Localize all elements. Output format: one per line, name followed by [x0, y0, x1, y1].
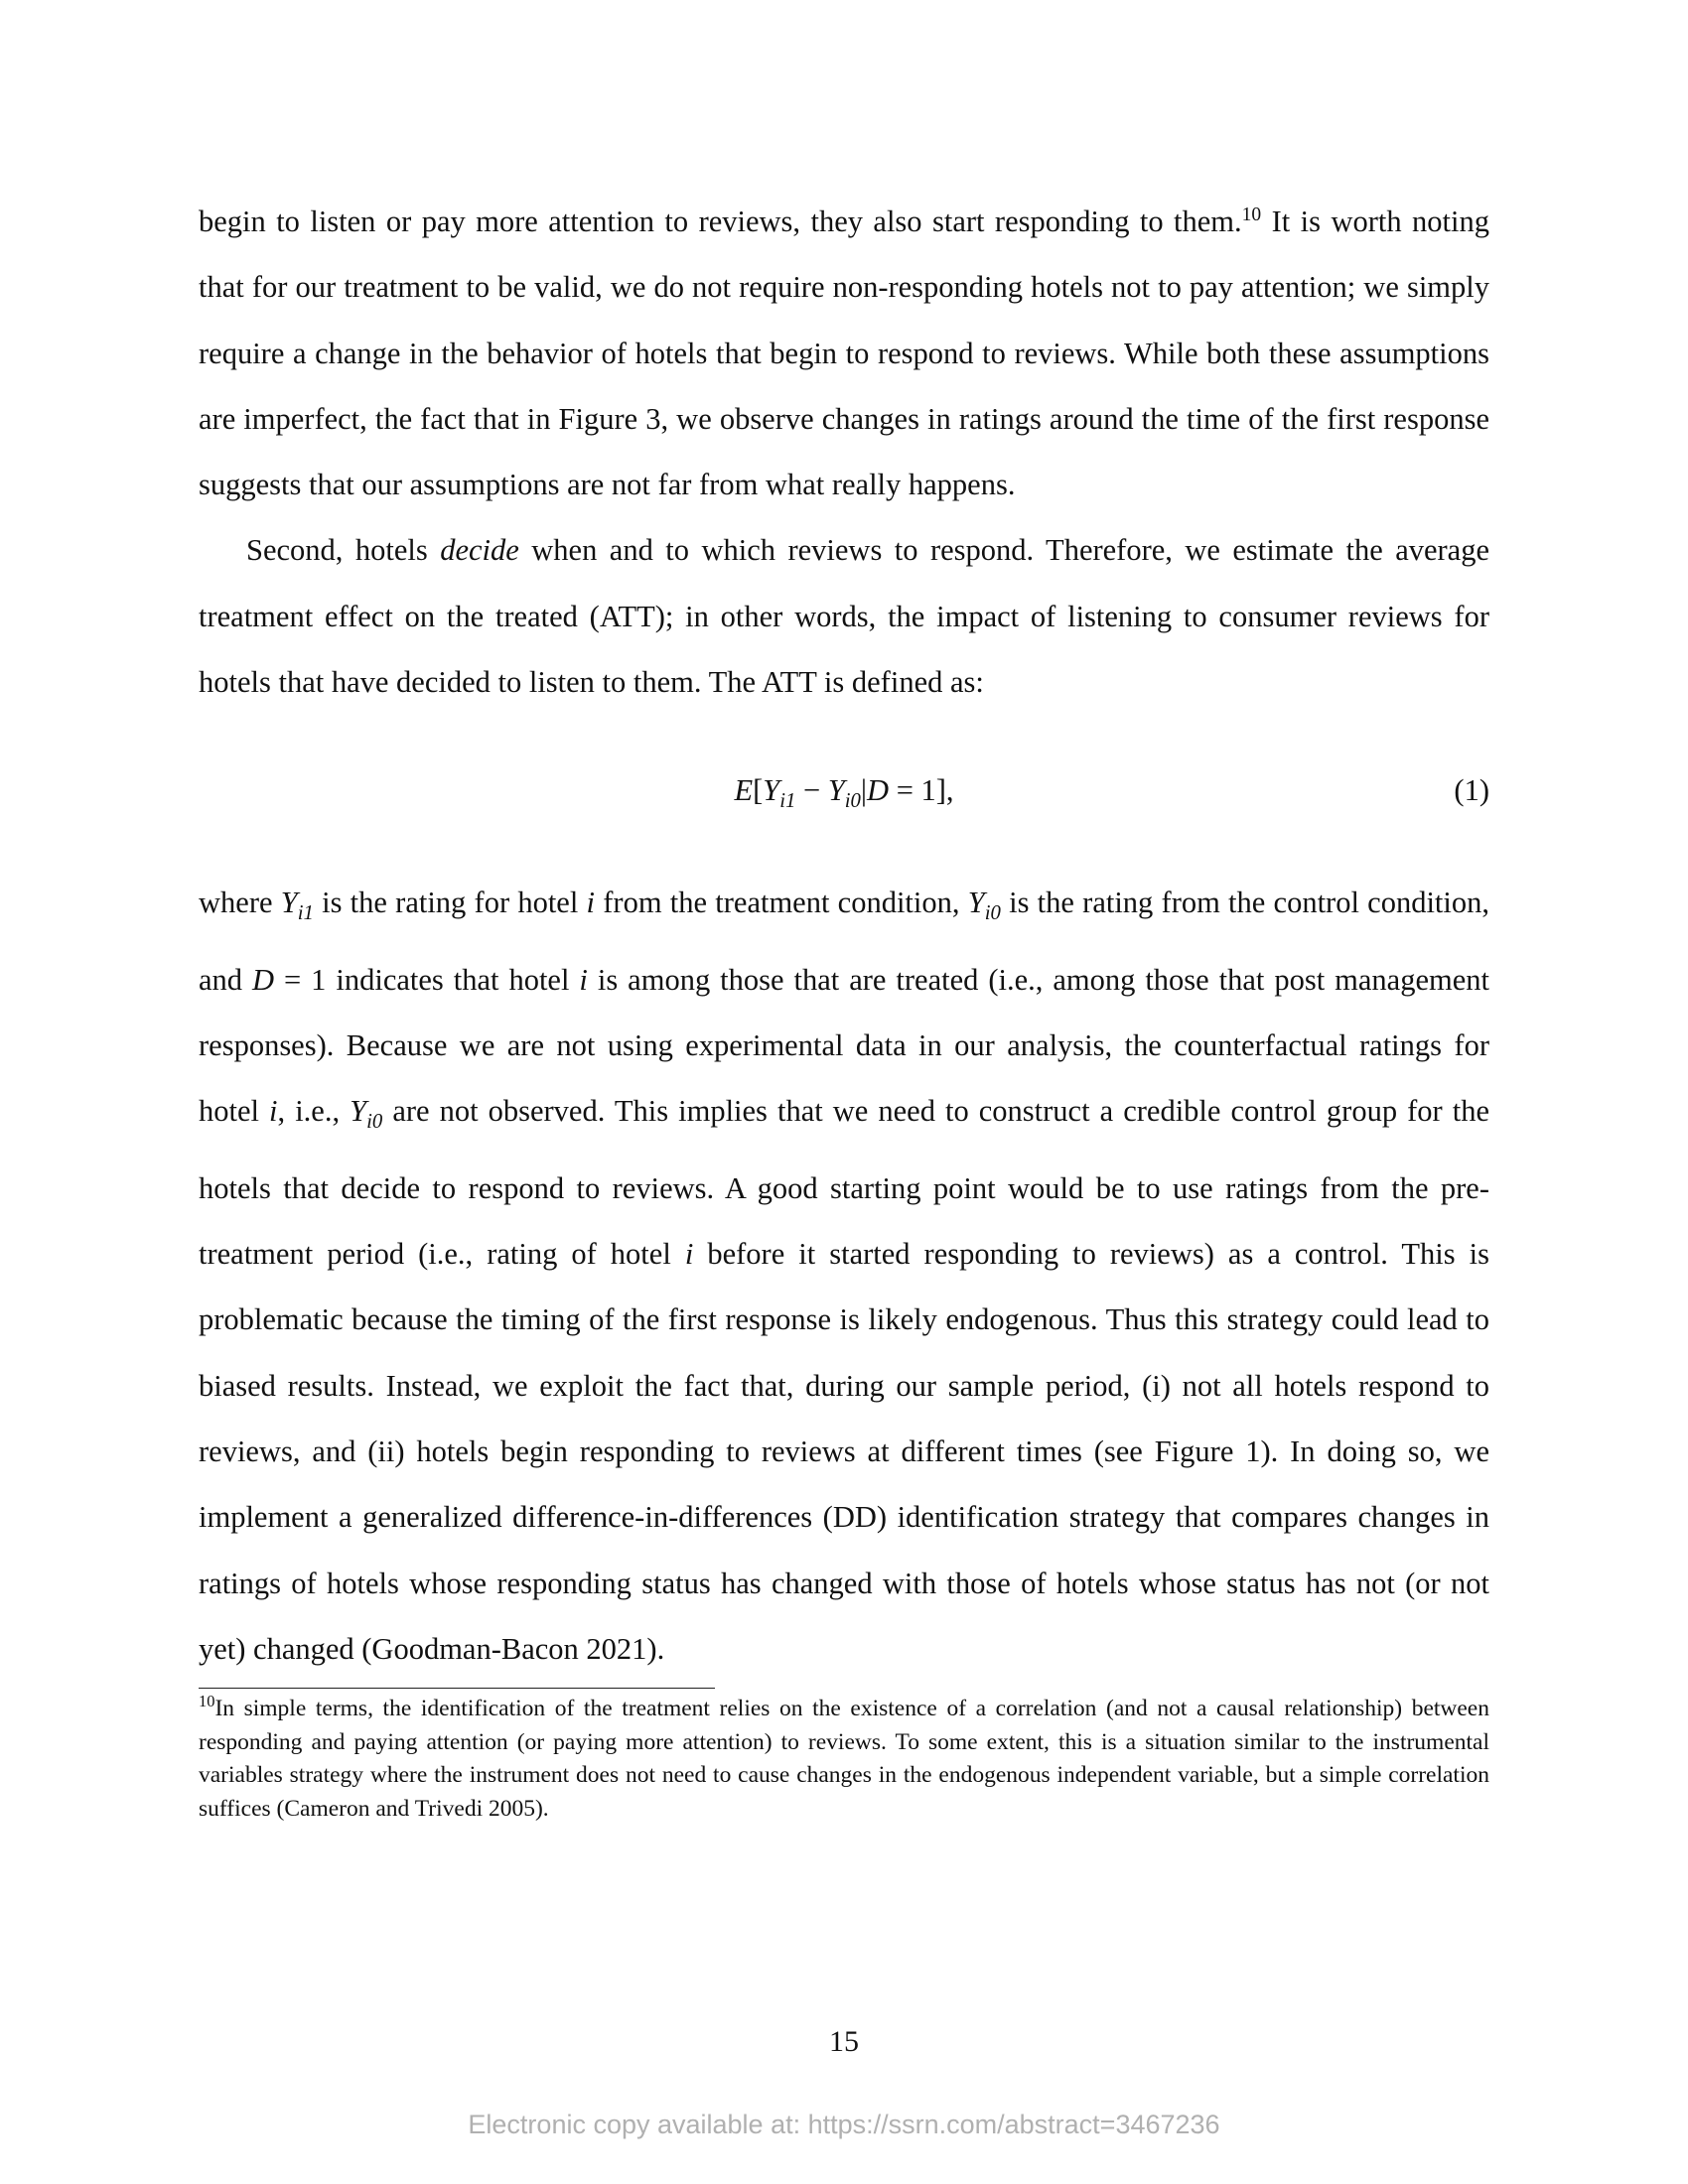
paragraph-3-text: , i.e.,	[277, 1094, 351, 1129]
footnote-10	[199, 1693, 1489, 1826]
paragraph-3-text: from the treatment condition,	[595, 886, 968, 920]
paragraph-1	[199, 189, 1489, 517]
math-i: i	[269, 1094, 278, 1129]
paragraph-3-text: where	[199, 886, 281, 920]
paragraph-3-text: is the rating for hotel	[313, 886, 587, 920]
footnote-divider	[199, 1688, 715, 1689]
paragraph-3-text: is the rating from the control condition, and	[199, 886, 1490, 997]
footnote-reference[interactable]: 10	[1241, 204, 1262, 225]
paragraph-1-text-a: begin to listen or pay more attention to reviews, they also start responding to them.	[199, 205, 1242, 238]
eq-d: D	[867, 773, 890, 808]
eq-bar: |	[860, 773, 868, 808]
math-i: i	[579, 962, 588, 997]
eq-open: [	[753, 773, 764, 808]
emphasis-decide: decide	[440, 533, 519, 568]
paragraph-1-text-b: It is worth noting that for our treatment to be valid, we do not require non-responding hotels not to pay attention; we simply require a change in the behavior of hotels that begin to respond to reviews. While both these assumptions are imperfect, the fact that in Figure 3, we observe changes in ratings around the time of the first response suggests that our assumptions are not far from what really happens.	[199, 205, 1489, 502]
math-sub-i0: i0	[366, 1111, 383, 1134]
eq-expectation: E	[734, 773, 754, 808]
equation-1	[199, 737, 1489, 846]
eq-minus: −	[795, 773, 828, 808]
equation-number: (1)	[1454, 773, 1489, 808]
page-number: 15	[829, 2025, 859, 2058]
eq-y: Y	[827, 773, 845, 808]
paragraph-2	[199, 517, 1489, 715]
eq-close: = 1],	[889, 773, 954, 808]
paragraph-2-text-b: when and to which reviews to respond. Therefore, we estimate the average treatment effect on the treated (ATT); in other words, the impact of listening to consumer reviews for hotels that have decided to listen to them. The ATT is defined as:	[199, 533, 1489, 700]
math-i: i	[684, 1237, 694, 1272]
paragraph-3-text: = 1 indicates that hotel	[274, 962, 580, 997]
paragraph-3-text: is among those that are treated (i.e., among those that post management responses). Because we are not using experimental data in our analysis, the counterfactual ratings for hotel	[199, 962, 1489, 1129]
math-y: Y	[280, 886, 298, 920]
eq-y: Y	[763, 773, 780, 808]
math-y: Y	[967, 886, 985, 920]
math-i: i	[586, 886, 596, 920]
footnote-text: In simple terms, the identification of the treatment relies on the existence of a correlation (and not a causal relationship) between responding and paying attention (or paying more attention) to reviews. To some extent, this is a situation similar to the instrumental variables strategy where the instrument does not need to cause changes in the endogenous independent variable, but a simple correlation suffices (Cameron and Trivedi 2005).	[199, 1696, 1489, 1822]
math-y: Y	[350, 1094, 367, 1129]
paragraph-2-text-a: Second, hotels	[246, 533, 441, 568]
paragraph-3-text: are not observed. This implies that we need to construct a credible control group for the hotels that decide to respond to reviews. A good starting point would be to use ratings from the pre-treatment period (i.e., rating of hotel	[199, 1094, 1489, 1272]
paragraph-3	[199, 870, 1489, 1682]
eq-sub-i1: i1	[779, 790, 796, 813]
math-sub-i1: i1	[297, 902, 314, 925]
equation-body	[199, 770, 1489, 821]
ssrn-footer-link[interactable]: Electronic copy available at: https://ssrn.com/abstract=3467236	[468, 2110, 1220, 2139]
math-sub-i0: i0	[984, 902, 1001, 925]
paragraph-3-text: before it started responding to reviews) as a control. This is problematic because the timing of the first response is likely endogenous. Thus this strategy could lead to biased results. Instead, we exploit the fact that, during our sample period, (i) not all hotels respond to reviews, and (ii) hotels begin responding to reviews at different times (see Figure 1). In doing so, we implement a generalized difference-in-differences (DD) identification strategy that compares changes in ratings of hotels whose responding status has changed with those of hotels whose status has not (or not yet) changed (Goodman-Bacon 2021).	[199, 1237, 1489, 1666]
page-body	[199, 189, 1489, 1826]
eq-sub-i0: i0	[844, 790, 861, 813]
footnote-marker: 10	[199, 1692, 215, 1711]
math-d: D	[252, 962, 275, 997]
